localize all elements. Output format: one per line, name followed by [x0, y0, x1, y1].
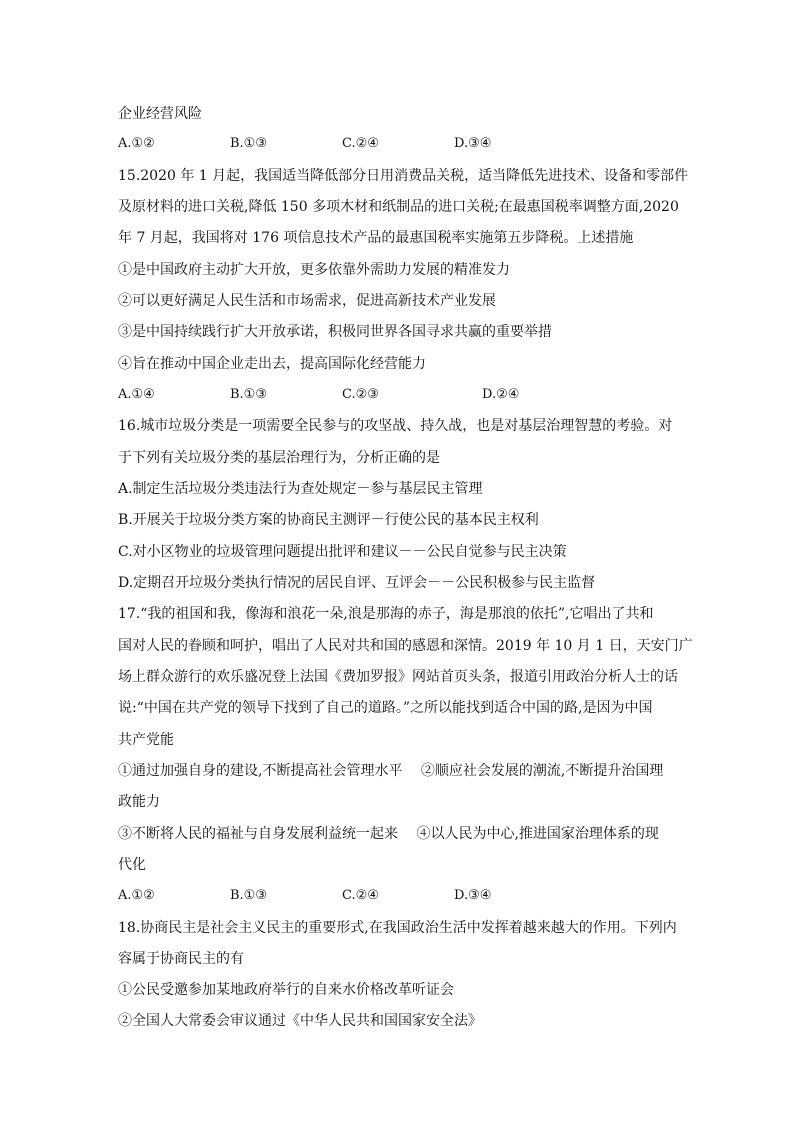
q17-stem-line-3: 场上群众游行的欢乐盛况登上法国《费加罗报》网站首页头条，报道引用政治分析人士的话 — [118, 669, 678, 685]
q18-stem-line-2: 容属于协商民主的有 — [118, 951, 244, 967]
q18-stem-line-1: 18.协商民主是社会主义民主的重要形式,在我国政治生活中发挥着越来越大的作用。下列内 — [118, 920, 677, 936]
q16-choice-b: B.开展关于垃圾分类方案的协商民主测评－行使公民的基本民主权利 — [118, 512, 539, 528]
q15-stem-line-3: 年 7 月起，我国将对 176 项信息技术产品的最惠国税率实施第五步降税。上述措施 — [118, 230, 634, 246]
q17-stem-line-4: 说:“中国在共产党的领导下找到了自己的道路。”之所以能找到适合中国的路,是因为中国 — [118, 700, 653, 716]
q16-choice-a: A.制定生活垃圾分类违法行为查处规定－参与基层民主管理 — [118, 481, 483, 497]
option-a: A.①④ — [118, 387, 155, 402]
q15-statement-1: ①是中国政府主动扩大开放，更多依靠外需助力发展的精准发力 — [118, 262, 510, 278]
option-a: A.①② — [118, 136, 155, 151]
option-d: D.②④ — [482, 387, 520, 402]
q18-statement-2: ②全国人大常委会审议通过《中华人民共和国国家安全法》 — [118, 1013, 482, 1029]
option-d: D.③④ — [454, 888, 492, 903]
q18-statement-1: ①公民受邀参加某地政府举行的自来水价格改革听证会 — [118, 982, 454, 998]
q16-stem-line-1: 16.城市垃圾分类是一项需要全民参与的攻坚战、持久战，也是对基层治理智慧的考验。对 — [118, 418, 673, 434]
q17-statement-line-1: ①通过加强自身的建设,不断提高社会管理水平 ②顺应社会发展的潮流,不断提升治国理 — [118, 763, 664, 779]
option-d: D.③④ — [454, 136, 492, 151]
option-b: B.①③ — [230, 136, 267, 151]
option-c: C.②④ — [342, 136, 379, 151]
q17-statement-line-3: ③不断将人民的福祉与自身发展利益统一起来 ④以人民为中心,推进国家治理体系的现 — [118, 826, 659, 842]
q17-stem-line-1: 17.“我的祖国和我，像海和浪花一朵,浪是那海的赤子，海是那浪的依托”,它唱出了共和 — [118, 606, 654, 622]
q17-statement-line-2: 政能力 — [118, 794, 160, 810]
option-b: B.①③ — [230, 888, 267, 903]
q17-stem-line-5: 共产党能 — [118, 732, 174, 748]
option-c: C.②④ — [342, 888, 379, 903]
q16-stem-line-2: 于下列有关垃圾分类的基层治理行为，分析正确的是 — [118, 450, 440, 466]
q17-statement-line-4: 代化 — [118, 857, 146, 873]
q17-stem-line-2: 国对人民的眷顾和呵护，唱出了人民对共和国的感恩和深情。2019 年 10 月 1 日，天安门广 — [118, 638, 693, 654]
option-a: A.①② — [118, 888, 155, 903]
q15-stem-line-2: 及原材料的进口关税,降低 150 多项木材和纸制品的进口关税;在最惠国税率调整方面,2020 — [118, 199, 679, 215]
q16-choice-d: D.定期召开垃圾分类执行情况的居民自评、互评会－－公民积极参与民主监督 — [118, 575, 596, 591]
q16-choice-c: C.对小区物业的垃圾管理问题提出批评和建议－－公民自觉参与民主决策 — [118, 544, 567, 560]
q15-statement-3: ③是中国持续践行扩大开放承诺，积极同世界各国寻求共赢的重要举措 — [118, 324, 552, 340]
q15-statement-2: ②可以更好满足人民生活和市场需求，促进高新技术产业发展 — [118, 293, 496, 309]
option-b: B.①③ — [230, 387, 267, 402]
prev-question-tail: 企业经营风险 — [118, 106, 202, 122]
q15-statement-4: ④旨在推动中国企业走出去，提高国际化经营能力 — [118, 356, 426, 372]
q15-stem-line-1: 15.2020 年 1 月起，我国适当降低部分日用消费品关税，适当降低先进技术、设备和零部件 — [118, 168, 689, 184]
option-c: C.②③ — [342, 387, 379, 402]
